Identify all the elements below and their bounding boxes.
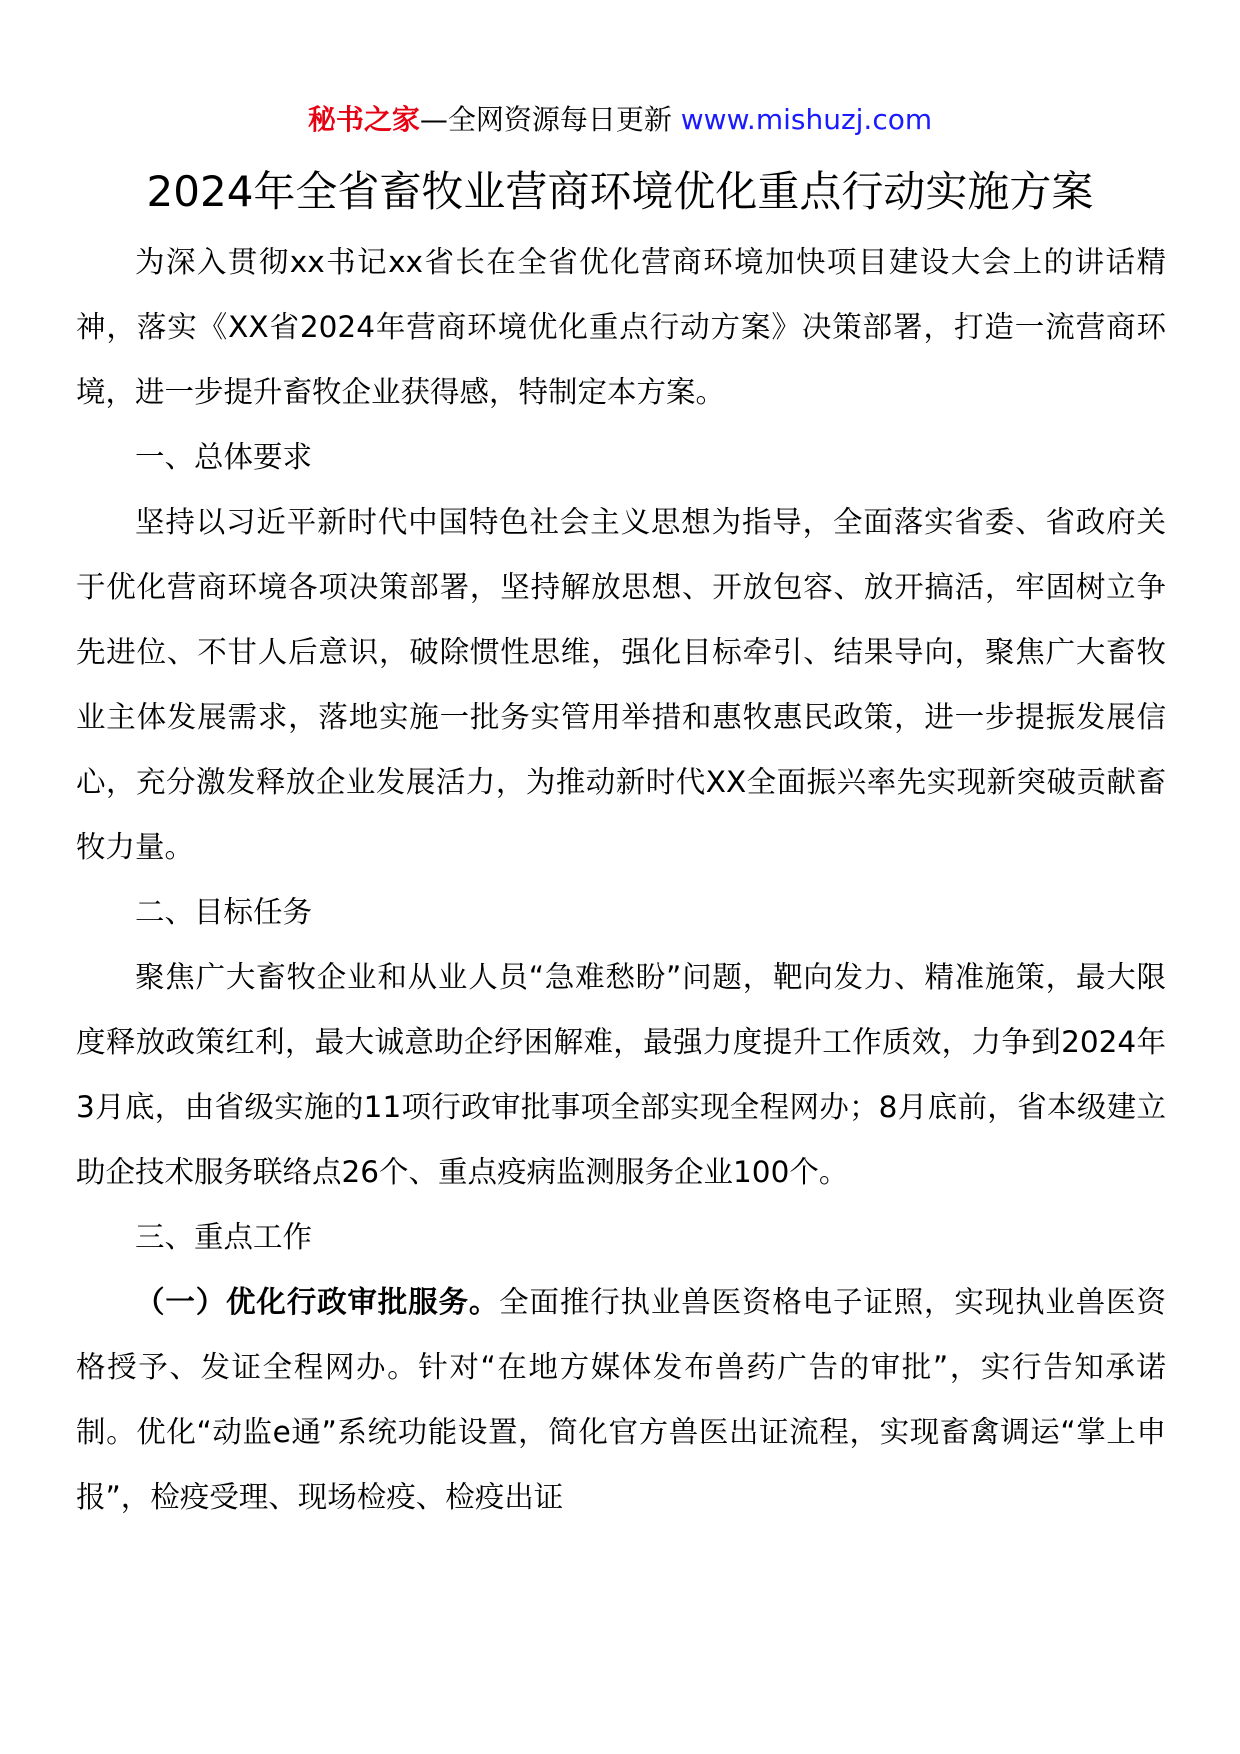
banner-url-link[interactable]: www.mishuzj.com (680, 103, 933, 136)
section-heading-key-work: 三、重点工作 (135, 1220, 313, 1254)
section-heading-general-requirements: 一、总体要求 (135, 440, 313, 474)
key-work-item-1 (76, 1270, 1166, 1530)
intro-paragraph: 为深入贯彻xx书记xx省长在全省优化营商环境加快项目建设大会上的讲话精神，落实《XX省2024年营商环境优化重点行动方案》决策部署，打造一流营商环境，进一步提升畜牧企业获得感，特制定本方案。 (76, 245, 1166, 409)
banner-brand: 秘书之家 (307, 103, 420, 136)
banner-tagline: —全网资源每日更新 (419, 103, 681, 136)
key-work-item-1-text: 全面推行执业兽医资格电子证照，实现执业兽医资格授予、发证全程网办。针对“在地方媒体发布兽药广告的审批”，实行告知承诺制。优化“动监e通”系统功能设置，简化官方兽医出证流程，实现畜禽调运“掌上申报”，检疫受理、现场检疫、检疫出证 (76, 1285, 1166, 1514)
section-paragraph-general-requirements: 坚持以习近平新时代中国特色社会主义思想为指导，全面落实省委、省政府关于优化营商环境各项决策部署，坚持解放思想、开放包容、放开搞活，牢固树立争先进位、不甘人后意识，破除惯性思维，强化目标牵引、结果导向，聚焦广大畜牧业主体发展需求，落地实施一批务实管用举措和惠牧惠民政策，进一步提振发展信心，充分激发释放企业发展活力，为推动新时代XX全面振兴率先实现新突破贡献畜牧力量。 (76, 505, 1166, 864)
document-body (76, 230, 1166, 1530)
site-banner (0, 100, 1240, 140)
section-paragraph-goals-tasks: 聚焦广大畜牧企业和从业人员“急难愁盼”问题，靶向发力、精准施策，最大限度释放政策红利，最大诚意助企纾困解难，最强力度提升工作质效，力争到2024年3月底，由省级实施的11项行政审批事项全部实现全程网办；8月底前，省本级建立助企技术服务联络点26个、重点疫病监测服务企业100个。 (76, 960, 1166, 1189)
document-title: 2024年全省畜牧业营商环境优化重点行动实施方案 (146, 167, 1094, 216)
section-heading-goals-tasks: 二、目标任务 (135, 895, 313, 929)
key-work-item-1-lead: （一）优化行政审批服务。 (135, 1285, 500, 1319)
